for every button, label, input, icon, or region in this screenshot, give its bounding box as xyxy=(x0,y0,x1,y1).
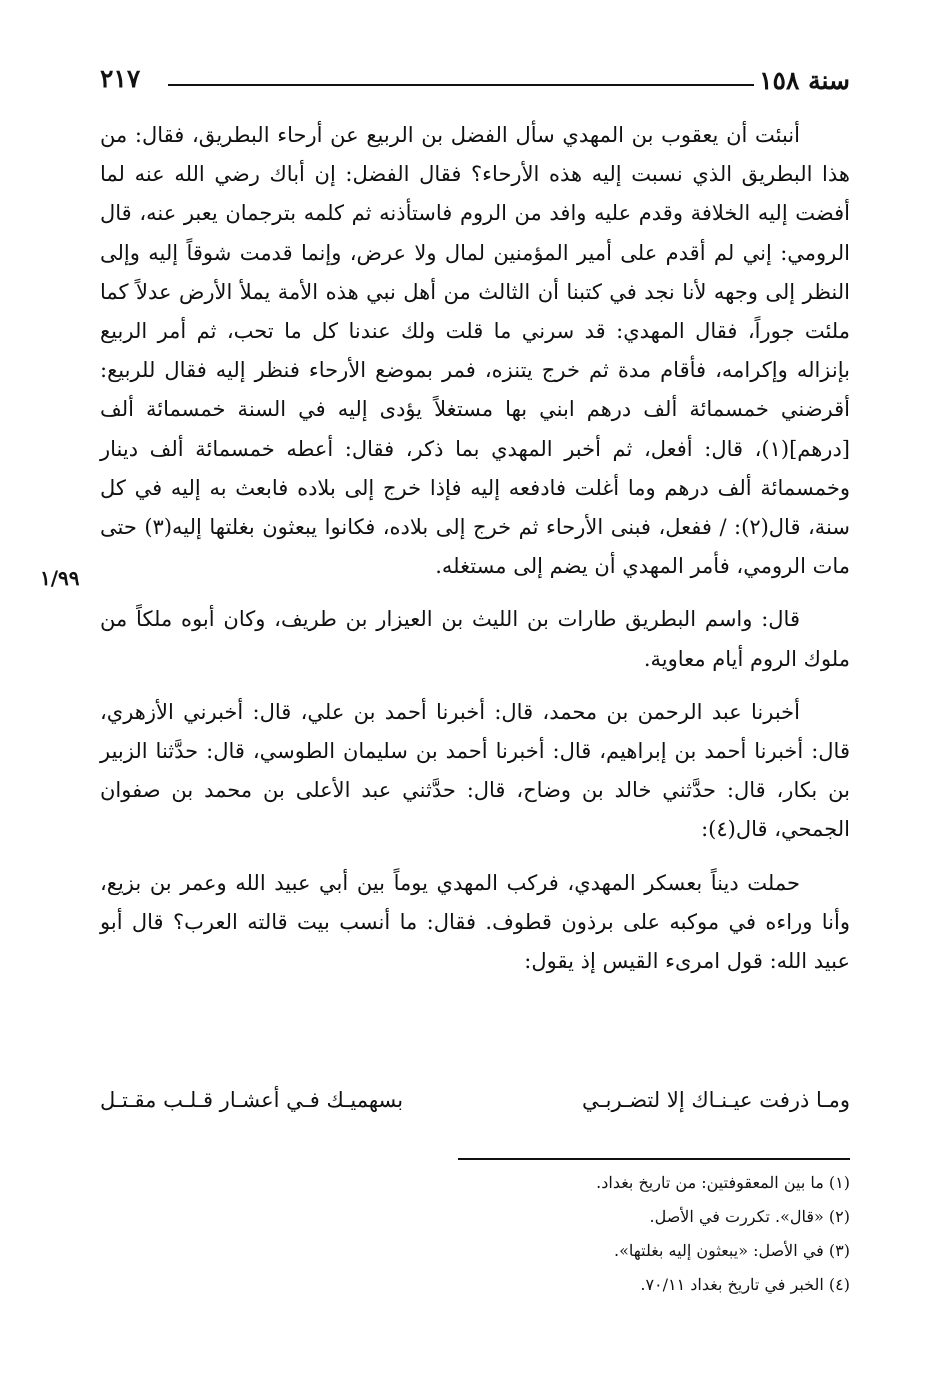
footnote-4: (٤) الخبر في تاريخ بغداد ٧٠/١١. xyxy=(640,1275,850,1294)
page-number: ٢١٧ xyxy=(100,64,141,93)
running-header xyxy=(100,62,850,102)
paragraph-2: قال: واسم البطريق طارات بن الليث بن العيزار بن طريف، وكان أبوه ملكاً من ملوك الروم أيام معاوية. xyxy=(100,607,850,671)
body-text xyxy=(100,116,850,981)
footnote-2: (٢) «قال». تكررت في الأصل. xyxy=(649,1207,850,1226)
footnote-3: (٣) في الأصل: «يبعثون إليه بغلتها». xyxy=(614,1241,850,1260)
header-rule xyxy=(168,84,754,86)
poetry-verse xyxy=(100,1088,850,1128)
verse-first-hemistich: ومـا ذرفت عيـنـاك إلا لتضـربـي xyxy=(581,1088,850,1112)
header-year: سنة ١٥٨ xyxy=(759,66,850,95)
paragraph-1: أنبئت أن يعقوب بن المهدي سأل الفضل بن الربيع عن أرحاء البطريق، فقال: من هذا البطريق الذي نسبت إليه هذه الأرحاء؟ فقال الفضل: إن أباك رضي الله عنه لما أفضت إليه الخلافة وقدم عليه وافد من الروم فاستأذنه ثم كلمه بترجمان يعبر عنه، قال الرومي: إني لم أقدم على أمير المؤمنين لمال ولا عرض، وإنما قدمت شوقاً إليه وإلى النظر إلى وجهه لأنا نجد في كتبنا أن الثالث من أهل نبي هذه الأمة يملأ الأرض عدلاً كما ملئت جوراً، فقال المهدي: قد سرني ما قلت ولك عندنا كل ما تحب، ثم أمر الربيع بإنزاله وإكرامه، فأقام مدة ثم خرج يتنزه، فمر بموضع الأرحاء فنظر إليه فقال للربيع: أقرضني خمسمائة ألف درهم ابني بها مستغلاً يؤدى إليه في السنة خمسمائة ألف [درهم](١)، قال: أفعل، ثم أخبر المهدي بما ذكر، فقال: أعطه خمسمائة ألف دينار وخمسمائة ألف درهم وما أغلت فادفعه إليه فإذا خرج إلى بلاده فابعث به إليه في كل سنة، قال(٢): / ففعل، فبنى الأرحاء ثم خرج إلى بلاده، فكانوا يبعثون بغلتها إليه(٣) حتى مات الرومي، فأمر المهدي أن يضم إلى مستغله. xyxy=(100,123,850,579)
paragraph-4: حملت ديناً بعسكر المهدي، فركب المهدي يوماً بين أبي عبيد الله وعمر بن بزيع، وأنا وراءه في موكبه على برذون قطوف. فقال: ما أنسب بيت قالته العرب؟ قال أبو عبيد الله: قول امرىء القيس إذ يقول: xyxy=(100,870,850,974)
paragraph-3: أخبرنا عبد الرحمن بن محمد، قال: أخبرنا أحمد بن علي، قال: أخبرني الأزهري، قال: أخبرنا أحمد بن إبراهيم، قال: أخبرنا أحمد بن سليمان الطوسي، قال: حدَّثنا الزبير بن بكار، قال: حدَّثني خالد بن وضاح، قال: حدَّثني عبد الأعلى بن محمد بن صفوان الجمحي، قال(٤): xyxy=(100,699,850,842)
footnotes xyxy=(300,1166,850,1302)
manuscript-folio-note: ١/٩٩ xyxy=(40,566,80,590)
footnote-divider xyxy=(458,1158,850,1160)
footnote-1: (١) ما بين المعقوفتين: من تاريخ بغداد. xyxy=(596,1173,850,1192)
verse-second-hemistich: بسهميـك فـي أعشـار قـلـب مقـتـل xyxy=(100,1088,404,1112)
